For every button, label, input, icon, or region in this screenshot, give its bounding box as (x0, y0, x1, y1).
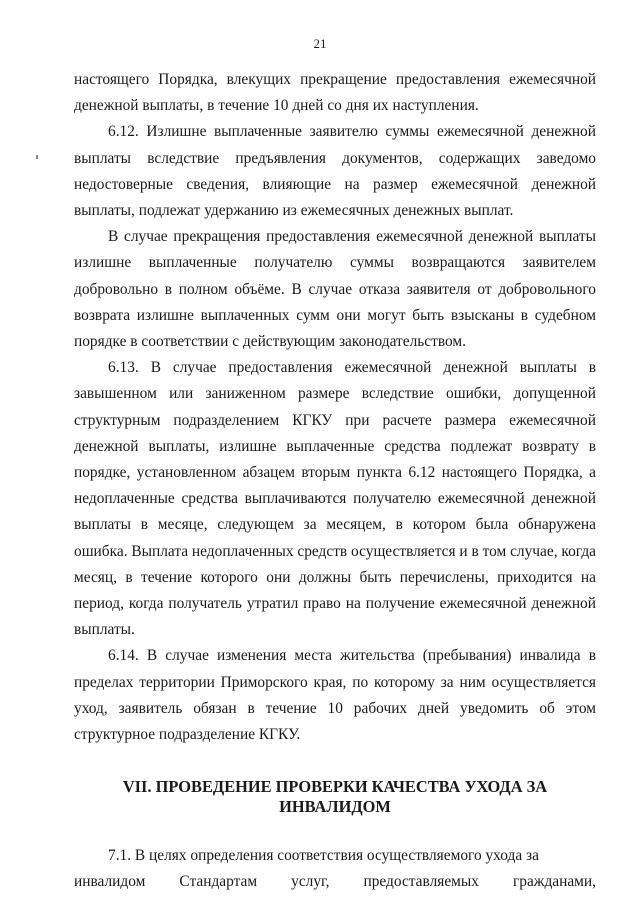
paragraph-7-1: 7.1. В целях определения соответствия осуществляемого ухода за (108, 847, 539, 865)
section-heading (74, 777, 596, 817)
section-heading-line-2: ИНВАЛИДОМ (279, 797, 391, 817)
word: предоставляемых (363, 873, 479, 891)
paragraph-6-13: 6.13. В случае предоставления ежемесячной денежной выплаты в завышенном или заниженном размере вследствие ошибки, допущенной структурным подразделением КГКУ при расчете размера ежемесячной денежной выплаты, излишне выплаченные средства подлежат возврату в порядке, установленном абзацем вторым пункта 6.12 настоящего Порядка, а недоплаченные средства выплачиваются получателю ежемесячной денежной выплаты в месяце, следующем за месяцем, в котором была обнаружена ошибка. Выплата недоплаченных средств осуществляется и в том случае, когда месяц, в течение которого они должны быть перечислены, приходится на период, когда получатель утратил право на получение ежемесячной денежной выплаты. (74, 359, 597, 639)
paragraph-6-14: 6.14. В случае изменения места жительства (пребывания) инвалида в пределах территории Приморского края, по которому за ним осуществляется уход, заявитель обязан в течение 10 рабочих дней уведомить об этом структурное подразделение КГКУ. (74, 647, 596, 744)
word: инвалидом (74, 873, 146, 891)
paragraph-6-12-second: В случае прекращения предоставления ежемесячной денежной выплаты излишне выплаченные получателю суммы возвращаются заявителем добровольно в полном объёме. В случае отказа заявителя от добровольного возврата излишне выплаченных сумм они могут быть взысканы в судебном порядке в соответствии с действующим законодательством. (74, 228, 596, 351)
paragraph-7-1-continuation (74, 869, 596, 895)
paragraph-6-12: 6.12. Излишне выплаченные заявителю суммы ежемесячной денежной выплаты вследствие предъявления документов, содержащих заведомо недостоверные сведения, влияющие на размер ежемесячной денежной выплаты, подлежат удержанию из ежемесячных денежных выплат. (74, 123, 596, 220)
margin-mark (36, 155, 38, 159)
section-heading-line-1: VII. ПРОВЕДЕНИЕ ПРОВЕРКИ КАЧЕСТВА УХОДА ЗА (122, 777, 548, 797)
word: гражданами, (512, 873, 596, 891)
page-number: 21 (313, 36, 327, 51)
word: Стандартам (179, 873, 258, 891)
paragraph-continuation: настоящего Порядка, влекущих прекращение предоставления ежемесячной денежной выплаты, в течение 10 дней со дня их наступления. (74, 71, 596, 115)
word: услуг, (291, 873, 330, 891)
document-body (74, 67, 596, 896)
